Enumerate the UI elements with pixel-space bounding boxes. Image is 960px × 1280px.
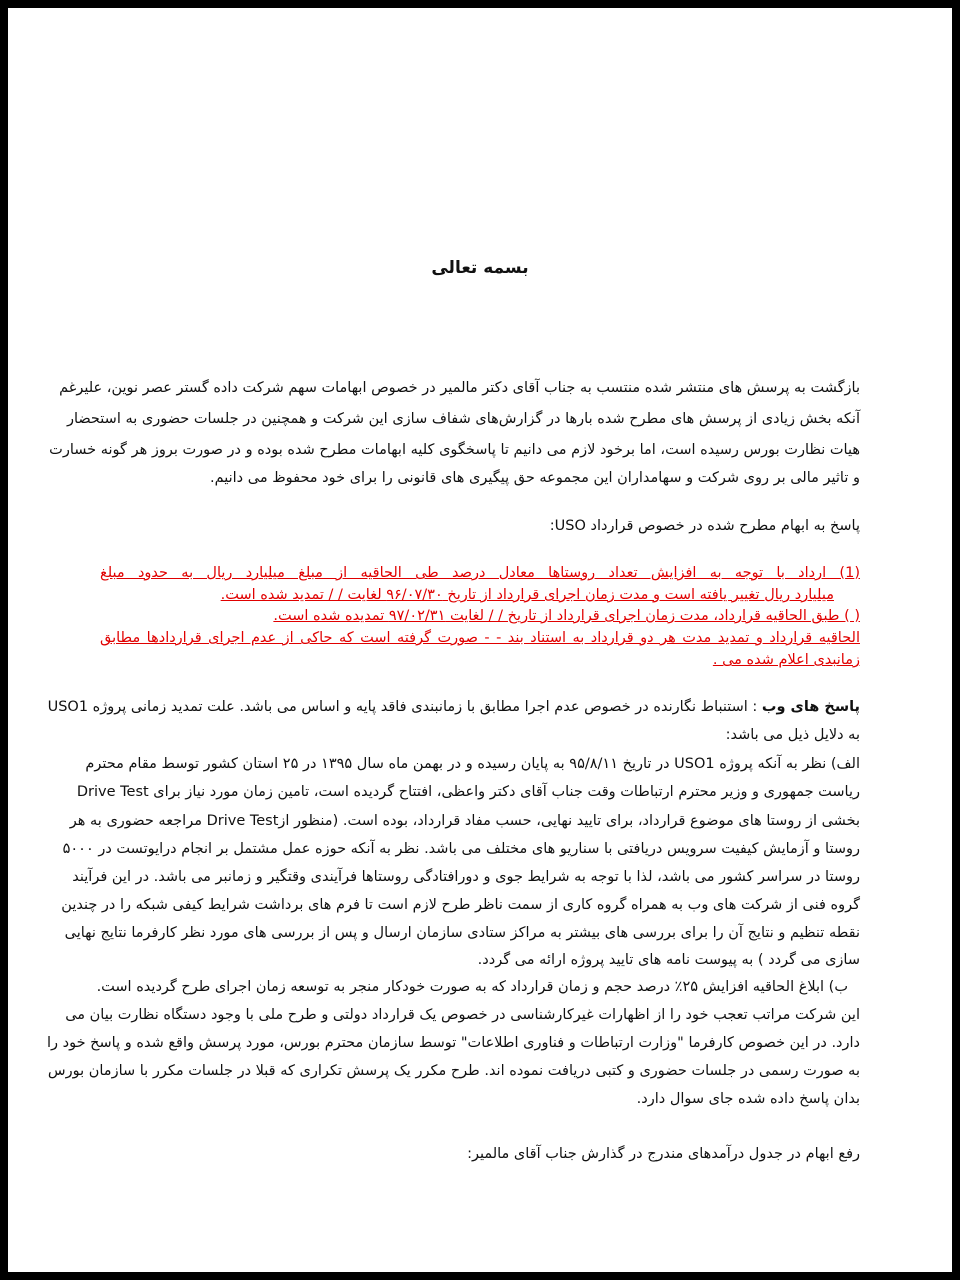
tracked-change-line: زمانبدی اعلام شده می . bbox=[712, 652, 860, 668]
intro-line: بازگشت به پرسش های منتشر شده منتسب به جناب آقای دکتر مالمیر در خصوص ابهامات سهم شرکت داده گستر عصر نوین، علیرغم bbox=[59, 380, 860, 396]
paragraph-alef-line: الف) نظر به آنکه پروژه USO1 در تاریخ ۹۵/۸/۱۱ به پایان رسیده و در بهمن ماه سال ۱۳۹۵ در ۲۵ استان کشور توسط مقام محترم bbox=[85, 756, 860, 772]
tracked-change-line: الحاقیه قرارداد و تمدید مدت هر دو قرارداد به استناد بند - - صورت گرفته است که حاکی از عدم اجرای قراردادها مطابق bbox=[100, 630, 860, 646]
paragraph-alef-line: سازی می گردد ) به پیوست نامه های تایید پروژه ارائه می گردد. bbox=[477, 952, 860, 968]
tracked-change-line: (1) ارداد با توجه به افزایش تعداد روستاها معادل درصد طی الحاقیه از مبلغ میلیارد ریال به حدود مبلغ bbox=[100, 565, 860, 581]
paragraph-alef-line: بخشی از روستا های موضوع قرارداد، برای تایید نهایی، حسب مفاد قرارداد، بوده است. (منظور ازDrive Test مراجعه حضوری به هر bbox=[69, 813, 860, 829]
closing-line: به صورت رسمی در جلسات حضوری و کتبی دریافت نموده اند. طرح مکرر یک پرسش تکراری که قبلا در جلسات مکرر با سازمان بورس bbox=[47, 1063, 860, 1079]
uso-heading: پاسخ به ابهام مطرح شده در خصوص قرارداد USO: bbox=[549, 518, 860, 534]
tracked-change-line: میلیارد ریال تغییر یافته است و مدت زمان اجرای قرارداد از تاریخ ۹۶/۰۷/۳۰ لغایت / / تمدید شده است. bbox=[220, 587, 834, 603]
document-page bbox=[8, 8, 952, 1272]
paragraph-alef-line: نقطه تنظیم و نتایج آن را برای بررسی های بیشتر به مراکز ستادی سازمان ارسال و پس از بررسی های مورد نظر کارفرما نتایج نهایی bbox=[64, 925, 860, 941]
web-answer-line bbox=[47, 696, 860, 718]
paragraph-alef-line: ریاست جمهوری و وزیر محترم ارتباطات وقت جناب آقای دکتر واعظی، افتتاح گردیده است، تامین زمان مورد نیاز برای Drive Test bbox=[76, 784, 860, 800]
paragraph-alef-line: روستا و آزمایش کیفیت سرویس دریافتی با سناریو های مختلف می باشد. نظر به آنکه حوزه عمل مشتمل بر انجام درایوتست در ۵۰۰۰ bbox=[62, 841, 860, 857]
tracked-change-line: ( ) طبق الحاقیه قرارداد، مدت زمان اجرای قرارداد از تاریخ / / لغایت ۹۷/۰۲/۳۱ تمدیده شده است. bbox=[273, 608, 860, 624]
web-answer-text: : استنباط نگارنده در خصوص عدم اجرا مطابق با زمانبندی فاقد پایه و اساس می باشد. علت تمدید زمانی پروژه USO1 bbox=[47, 699, 762, 715]
intro-line: و تاثیر مالی بر روی شرکت و سهامداران این مجموعه حق پیگیری های قانونی را برای خود محفوظ می دانیم. bbox=[209, 470, 860, 486]
paragraph-be: ب) ابلاغ الحاقیه افزایش ۲۵٪ درصد حجم و زمان قرارداد که به صورت خودکار منجر به توسعه زمان اجرای طرح گردیده است. bbox=[96, 979, 848, 995]
paragraph-alef-line: گروه فنی از شرکت های وب به همراه گروه کاری از سمت ناظر طرح لازم است تا فرم های برداشت شرایط کیفی شبکه را در چندین bbox=[61, 897, 860, 913]
closing-line: این شرکت مراتب تعجب خود را از اظهارات غیرکارشناسی در خصوص یک قرارداد دولتی و طرح ملی با وجود دستگاه نظارت بیان می bbox=[65, 1007, 860, 1023]
web-answer-label: پاسخ های وب bbox=[761, 699, 860, 715]
intro-line: آنکه بخش زیادی از پرسش های مطرح شده بارها در گزارش‌های شفاف سازی این شرکت و همچنین در جلسات حضوری به استحضار bbox=[66, 411, 860, 427]
intro-line: هیات نظارت بورس رسیده است، اما برخود لازم می دانیم تا پاسخگوی کلیه ابهامات مطرح شده بوده و در صورت بروز هر گونه خسارت bbox=[49, 442, 860, 458]
closing-line: بدان پاسخ داده شده جای سوال دارد. bbox=[636, 1091, 860, 1107]
document-title: بسمه تعالی bbox=[431, 258, 529, 278]
web-answer-line: به دلایل ذیل می باشد: bbox=[725, 727, 860, 743]
paragraph-alef-line: روستا در سراسر کشور می باشد، لذا با توجه به شرایط جوی و دورافتادگی روستاها فرآیندی وقتگیر و زمانبر می باشد. در این فرآیند bbox=[72, 869, 860, 885]
closing-line: دارد. در این خصوص کارفرما "وزارت ارتباطات و فناوری اطلاعات" توسط سازمان محترم بورس، مورد پرسش واقع شده و پاسخ خود را bbox=[47, 1035, 860, 1051]
revenue-heading: رفع ابهام در جدول درآمدهای مندرج در گذارش جناب آقای مالمیر: bbox=[467, 1146, 860, 1162]
